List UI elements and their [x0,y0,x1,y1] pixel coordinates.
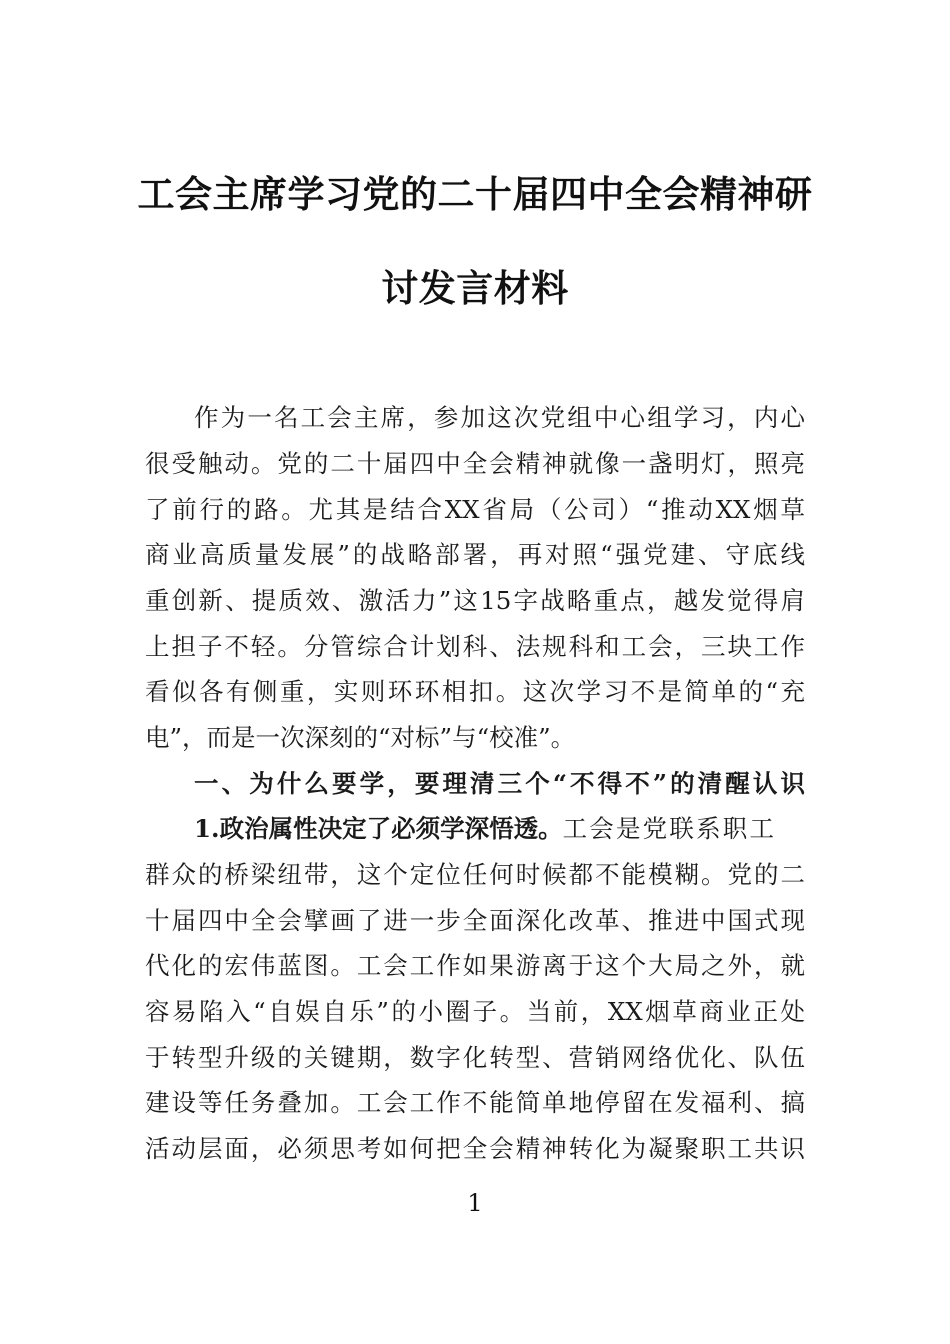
paragraph-line: 建设等任务叠加。工会工作不能简单地停留在发福利、搞 [145,1088,805,1117]
paragraph-line [145,806,805,852]
paragraph-line: 很受触动。党的二十届四中全会精神就像一盏明灯，照亮 [145,449,805,478]
paragraph-line: 了前行的路。尤其是结合XX省局（公司）“推动XX烟草 [145,495,805,524]
document-title-line-1: 工会主席学习党的二十届四中全会精神研 [137,172,813,216]
paragraph-lead-rest: 工会是党联系职工 [562,814,777,843]
paragraph-line: 看似各有侧重，实则环环相扣。这次学习不是简单的“充 [145,677,805,706]
paragraph-line: 上担子不轻。分管综合计划科、法规科和工会，三块工作 [145,632,805,661]
paragraph-line: 活动层面，必须思考如何把全会精神转化为凝聚职工共识 [145,1134,805,1163]
paragraph-line: 重创新、提质效、激活力”这15字战略重点，越发觉得肩 [145,586,805,615]
paragraph-line: 作为一名工会主席，参加这次党组中心组学习，内心 [194,403,805,432]
paragraph-line: 代化的宏伟蓝图。工会工作如果游离于这个大局之外，就 [145,951,805,980]
page-number: 1 [467,1189,483,1217]
paragraph-line: 群众的桥梁纽带，这个定位任何时候都不能模糊。党的二 [145,860,805,889]
paragraph-lead-bold: 1.政治属性决定了必须学深悟透。 [194,814,563,843]
paragraph-line: 商业高质量发展”的战略部署，再对照“强党建、守底线 [145,540,805,569]
section-heading: 一、为什么要学，要理清三个“不得不”的清醒认识 [194,769,805,798]
paragraph-line: 容易陷入“自娱自乐”的小圈子。当前，XX烟草商业正处 [145,997,805,1026]
paragraph-line: 十届四中全会擘画了进一步全面深化改革、推进中国式现 [145,906,805,935]
document-title-line-2: 讨发言材料 [381,266,569,310]
paragraph-line: 电”，而是一次深刻的“对标”与“校准”。 [145,723,576,752]
paragraph-line: 于转型升级的关键期，数字化转型、营销网络优化、队伍 [145,1043,805,1072]
